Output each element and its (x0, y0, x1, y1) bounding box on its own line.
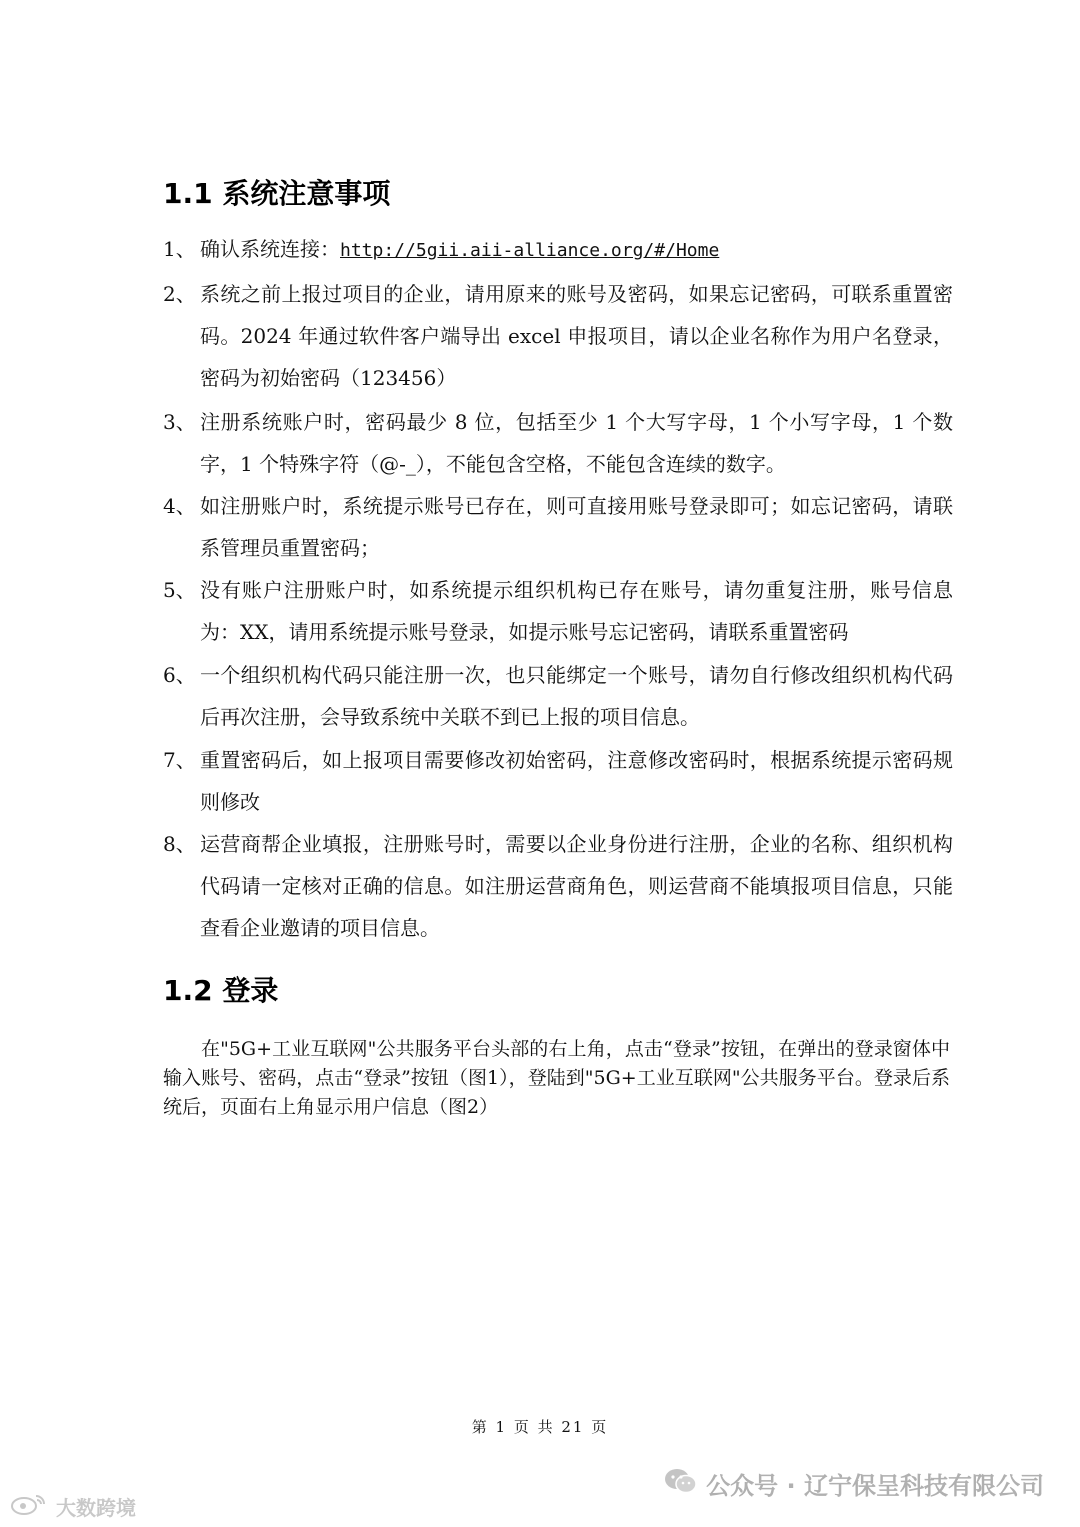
page-number: 第 1 页 共 21 页 (471, 1418, 609, 1436)
weibo-watermark (10, 1492, 136, 1521)
system-url-link[interactable]: http://5gii.aii-alliance.org/#/Home (340, 240, 720, 261)
wechat-icon (664, 1467, 698, 1501)
list-text: 系统之前上报过项目的企业，请用原来的账号及密码，如果忘记密码，可联系重置密码。2024 年通过软件客户端导出 excel 申报项目，请以企业名称作为用户名登录，密码为初始密码（123456） (200, 282, 953, 390)
watermark-text: 大数跨境 (56, 1496, 136, 1520)
list-item-3 (163, 401, 953, 485)
list-number: 1、 (163, 237, 196, 261)
weibo-icon (10, 1492, 50, 1521)
list-number: 8、 (163, 832, 196, 856)
watermark-text: 公众号 · 辽宁保呈科技有限公司 (706, 1472, 1044, 1500)
list-item-1 (163, 228, 953, 272)
list-text: 重置密码后，如上报项目需要修改初始密码，注意修改密码时，根据系统提示密码规则修改 (200, 748, 953, 814)
list-text: 运营商帮企业填报，注册账号时，需要以企业身份进行注册，企业的名称、组织机构代码请一定核对正确的信息。如注册运营商角色，则运营商不能填报项目信息，只能查看企业邀请的项目信息。 (200, 832, 953, 940)
list-item-5 (163, 569, 953, 653)
list-item-6 (163, 654, 953, 738)
section-heading-1-1: 1.1 系统注意事项 (163, 177, 391, 210)
list-text: 注册系统账户时，密码最少 8 位，包括至少 1 个大写字母，1 个小写字母，1 个数字，1 个特殊字符（@-_），不能包含空格，不能包含连续的数字。 (200, 410, 953, 476)
list-item-8 (163, 823, 953, 949)
list-text: 如注册账户时，系统提示账号已存在，则可直接用账号登录即可；如忘记密码，请联系管理员重置密码； (200, 494, 953, 560)
list-item-7 (163, 739, 953, 823)
wechat-watermark (664, 1466, 1044, 1501)
list-text: 一个组织机构代码只能注册一次，也只能绑定一个账号，请勿自行修改组织机构代码后再次注册，会导致系统中关联不到已上报的项目信息。 (200, 663, 953, 729)
list-number: 2、 (163, 282, 196, 306)
list-number: 7、 (163, 748, 196, 772)
list-item-4 (163, 485, 953, 569)
list-text: 没有账户注册账户时，如系统提示组织机构已存在账号，请勿重复注册，账号信息为：XX，请用系统提示账号登录，如提示账号忘记密码，请联系重置密码 (200, 578, 953, 644)
list-number: 6、 (163, 663, 196, 687)
list-number: 3、 (163, 410, 196, 434)
section-heading-1-2: 1.2 登录 (163, 974, 279, 1007)
list-item-2 (163, 273, 953, 399)
list-text: 确认系统连接： (200, 237, 340, 261)
list-number: 4、 (163, 494, 196, 518)
login-paragraph: 在"5G+工业互联网"公共服务平台头部的右上角，点击“登录”按钮，在弹出的登录窗体中输入账号、密码，点击“登录”按钮（图1），登陆到"5G+工业互联网"公共服务平台。登录后系统后，页面右上角显示用户信息（图2） (163, 1038, 950, 1118)
list-number: 5、 (163, 578, 196, 602)
